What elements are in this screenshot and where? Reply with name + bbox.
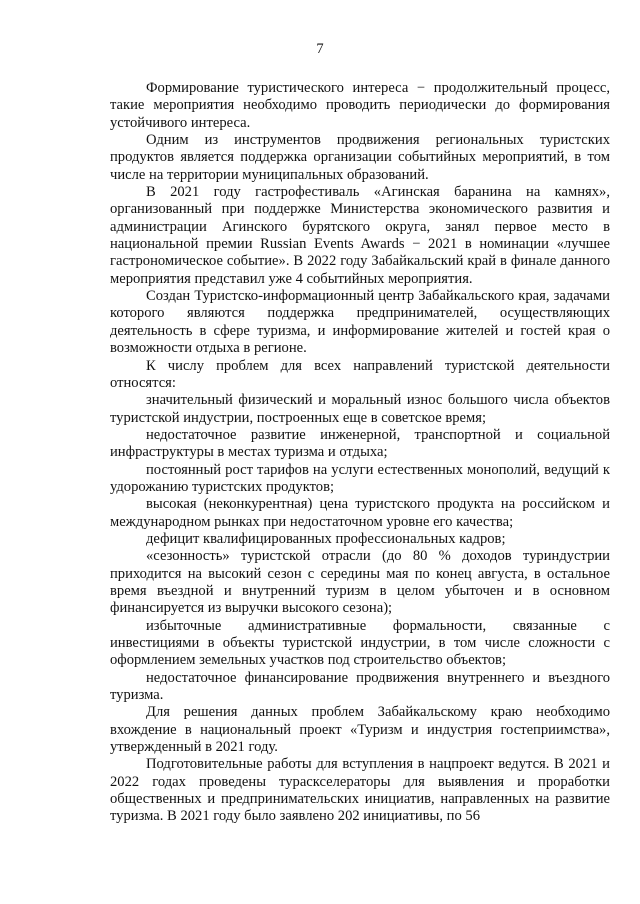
list-item-staff-shortage: дефицит квалифицированных профессиональных кадров;: [146, 530, 506, 547]
list-item-formalities: избыточные административные формальности, связанные с инвестициями в объекты туристской индустрии, в том числе сложности с оформлением земельных участков под строительство объектов;: [110, 617, 610, 669]
paragraph-problems-intro: К числу проблем для всех направлений туристской деятельности относятся:: [110, 357, 610, 391]
paragraph-event-support: Одним из инструментов продвижения региональных туристских продуктов является поддержка организации событийных мероприятий, в том числе на территории муниципальных образований.: [110, 132, 610, 183]
paragraph-info-center: Создан Туристско-информационный центр Забайкальского края, задачами которого являются поддержка предпринимателей, осуществляющих деятельность в сфере туризма, и информирование жителей и гостей края о возможности отдыха в регионе.: [110, 288, 610, 357]
list-item-seasonality: «сезонность» туристской отрасли (до 80 % доходов туриндустрии приходится на высокий сезон с середины мая по конец августа, в остальное время въездной и внутренний туризм в целом убыточен и в основном финансируется из выручки высокого сезона);: [110, 548, 610, 617]
body-text: [110, 80, 610, 826]
paragraph-preparatory-work: Подготовительные работы для вступления в нацпроект ведутся. В 2021 и 2022 годах проведены тураскселераторы для выявления и проработки общественных и предпринимательских инициатив, направленных на развитие туризма. В 2021 году было заявлено 202 инициативы, по 56: [110, 756, 610, 825]
list-item-wear-of-objects: значительный физический и моральный износ большого числа объектов туристской индустрии, построенных еще в советское время;: [110, 392, 610, 426]
paragraph-tourism-interest: Формирование туристического интереса − продолжительный процесс, такие мероприятия необходимо проводить периодически до формирования устойчивого интереса.: [110, 80, 610, 131]
list-item-infrastructure: недостаточное развитие инженерной, транспортной и социальной инфраструктуры в местах туризма и отдыха;: [110, 426, 610, 461]
paragraph-gastrofestival: В 2021 году гастрофестиваль «Агинская баранина на камнях», организованный при поддержке Министерства экономического развития и администрации Агинского бурятского округа, занял первое место в национальной премии Russian Events Awards − 2021 в номинации «лучшее гастрономическое событие». В 2022 году Забайкальский край в финале данного мероприятия представил уже 4 событийных мероприятия.: [110, 184, 610, 287]
list-item-tariffs: постоянный рост тарифов на услуги естественных монополий, ведущий к удорожанию туристских продуктов;: [110, 461, 610, 495]
list-item-high-price: высокая (неконкурентная) цена туристского продукта на российском и международном рынках при недостаточном уровне его качества;: [110, 496, 610, 530]
paragraph-national-project: Для решения данных проблем Забайкальскому краю необходимо вхождение в национальный проект «Туризм и индустрия гостеприимства», утвержденный в 2021 году.: [110, 704, 610, 756]
list-item-financing: недостаточное финансирование продвижения внутреннего и въездного туризма.: [110, 669, 610, 704]
page-number: 7: [316, 41, 324, 57]
